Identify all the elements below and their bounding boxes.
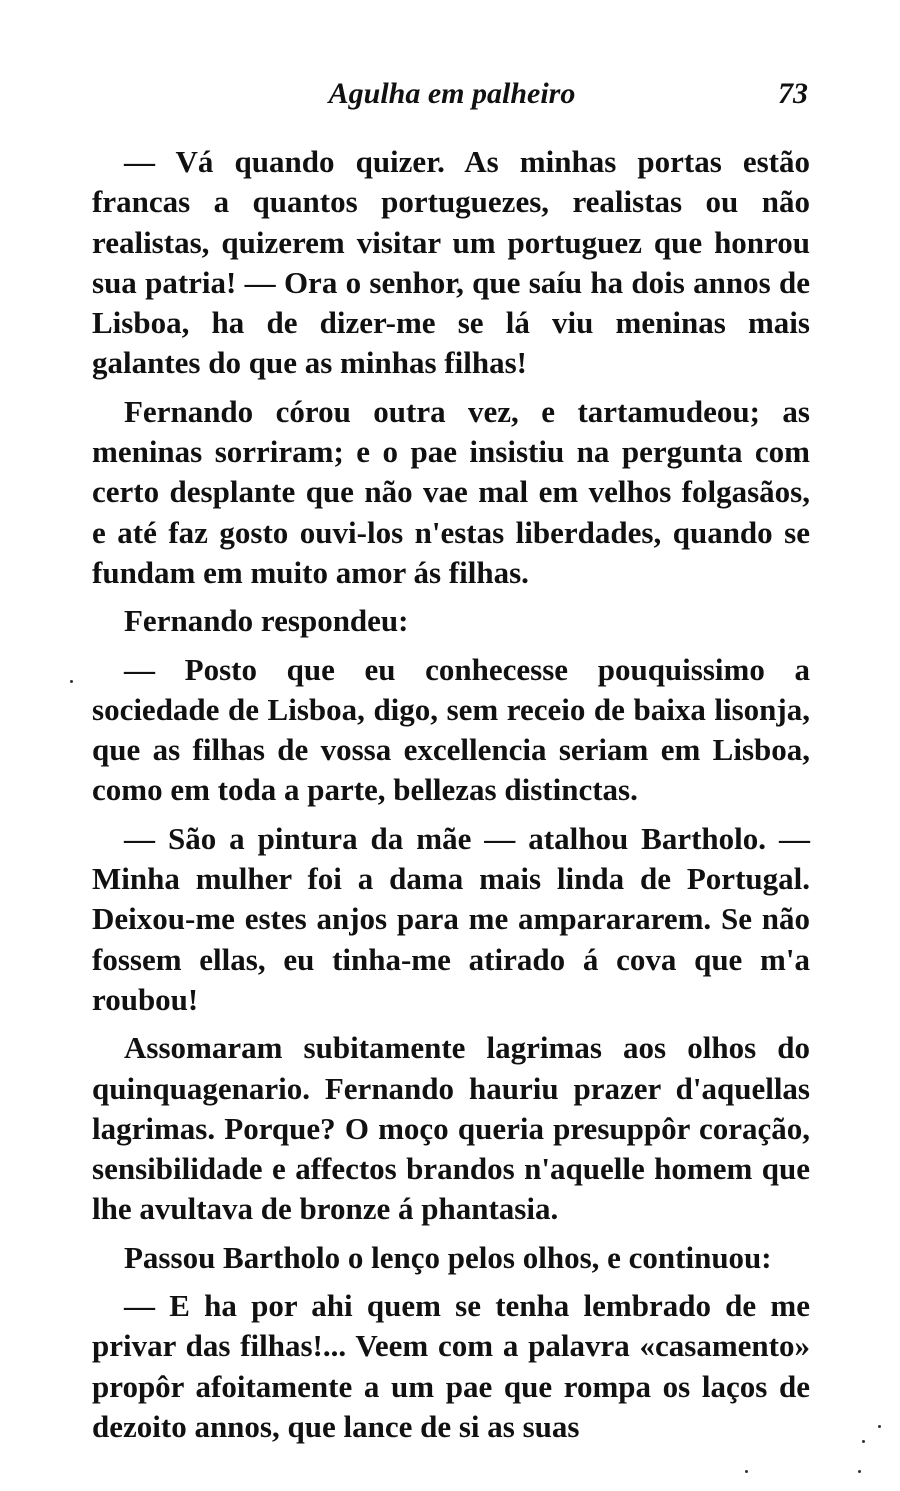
scan-speck: [745, 1470, 748, 1473]
paragraph: Fernando respondeu:: [124, 603, 409, 639]
paragraph: Assomaram subitamente lagrimas aos olhos do quinquagenario. Fernando hauriu prazer d'aquellas lagrimas. Porque? O moço queria presuppôr coração, sensibilidade e affectos brandos n'aquelle homem que lhe avultava de bronze á phantasia.: [92, 1030, 810, 1227]
paragraph: — E ha por ahi quem se tenha lembrado de me privar das filhas!... Veem com a palavra «casamento» propôr afoitamente a um pae que rompa os laços de dezoito annos, que lance de si as suas: [92, 1288, 810, 1444]
page-number: 73: [778, 77, 808, 110]
scan-speck: [878, 1425, 881, 1428]
paragraph: Passou Bartholo o lenço pelos olhos, e continuou:: [124, 1239, 772, 1275]
scan-speck: [862, 1440, 865, 1443]
scan-speck: [858, 1470, 861, 1473]
paragraph: — Vá quando quizer. As minhas portas estão francas a quantos portuguezes, realistas ou não realistas, quizerem visitar um portuguez que honrou sua patria! — Ora o senhor, que saíu ha dois annos de Lisboa, ha de dizer-me se lá viu meninas mais galantes do que as minhas filhas!: [92, 144, 810, 381]
paragraph: — São a pintura da mãe — atalhou Bartholo. — Minha mulher foi a dama mais linda de Portugal. Deixou-me estes anjos para me amparararem. Se não fossem ellas, eu tinha-me atirado á cova que m'a roubou!: [92, 820, 810, 1017]
scan-speck: [70, 680, 73, 683]
body-text: [92, 142, 810, 1455]
paragraph: Fernando córou outra vez, e tartamudeou; as meninas sorriram; e o pae insistiu na pergunta com certo desplante que não vae mal em velhos folgasãos, e até faz gosto ouvi-los n'estas liberdades, quando se fundam em muito amor ás filhas.: [92, 393, 810, 590]
paragraph: — Posto que eu conhecesse pouquissimo a sociedade de Lisboa, digo, sem receio de baixa lisonja, que as filhas de vossa excellencia seriam em Lisboa, como em toda a parte, bellezas distinctas.: [92, 651, 810, 808]
running-head: [96, 74, 808, 114]
running-title: Agulha em palheiro: [328, 77, 576, 110]
